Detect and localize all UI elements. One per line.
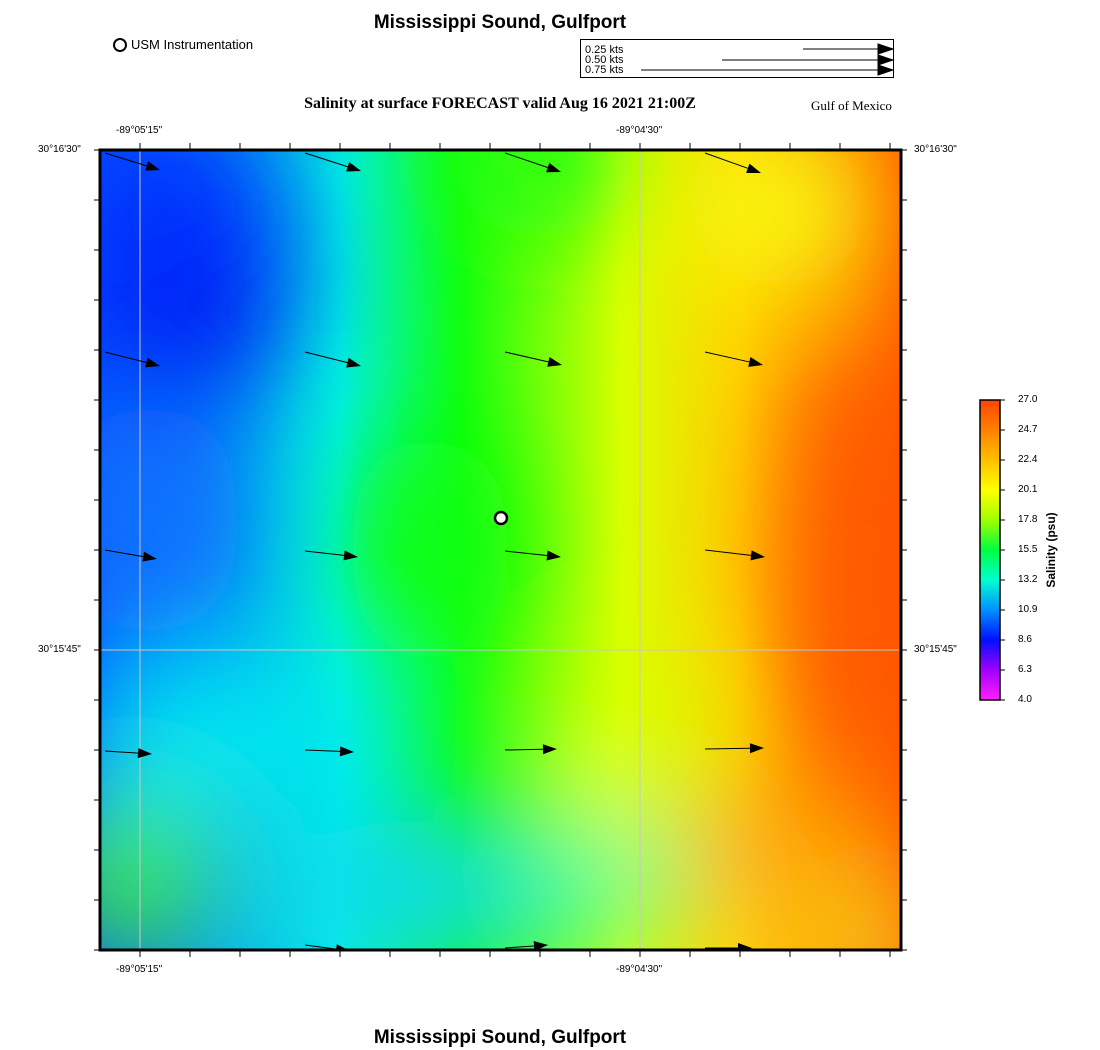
colorbar-title: Salinity (psu) — [1044, 512, 1058, 588]
colorbar-tick-label: 27.0 — [1018, 394, 1038, 405]
region-label: Gulf of Mexico — [811, 98, 892, 113]
colorbar-tick-label: 8.6 — [1018, 634, 1032, 645]
colorbar-tick-label: 6.3 — [1018, 664, 1032, 675]
colorbar — [980, 400, 1005, 700]
footer-title: Mississippi Sound, Gulfport — [373, 1027, 627, 1048]
speed-key — [580, 39, 894, 78]
colorbar-tick-label: 17.8 — [1018, 514, 1038, 525]
lon-label: -89°05'15" — [116, 125, 163, 136]
lat-label: 30°16'30" — [914, 144, 957, 155]
speed-key-label: 0.50 kts — [585, 54, 624, 66]
lat-label: 30°15'45" — [914, 644, 957, 655]
lon-label: -89°05'15" — [116, 964, 163, 975]
lat-label: 30°15'45" — [38, 644, 81, 655]
colorbar-tick-label: 15.5 — [1018, 544, 1038, 555]
lat-label: 30°16'30" — [38, 144, 81, 155]
speed-key-label: 0.75 kts — [585, 64, 624, 76]
station-marker-icon[interactable] — [495, 512, 507, 524]
colorbar-tick-label: 22.4 — [1018, 454, 1038, 465]
usm-legend-label: USM Instrumentation — [131, 37, 254, 52]
colorbar-tick-label: 24.7 — [1018, 424, 1038, 435]
colorbar-tick-label: 13.2 — [1018, 574, 1038, 585]
colorbar-tick-label: 10.9 — [1018, 604, 1038, 615]
speed-key-label: 0.25 kts — [585, 44, 624, 56]
page-title: Mississippi Sound, Gulfport — [373, 12, 627, 33]
forecast-title: Salinity at surface FORECAST valid Aug 16 2021 21:00Z — [304, 95, 696, 112]
lon-label: -89°04'30" — [616, 125, 663, 136]
colorbar-tick-label: 20.1 — [1018, 484, 1038, 495]
lon-label: -89°04'30" — [616, 964, 663, 975]
circle-marker-icon — [113, 38, 127, 52]
usm-legend — [113, 37, 253, 52]
colorbar-tick-label: 4.0 — [1018, 694, 1032, 705]
salinity-field — [40, 60, 950, 990]
